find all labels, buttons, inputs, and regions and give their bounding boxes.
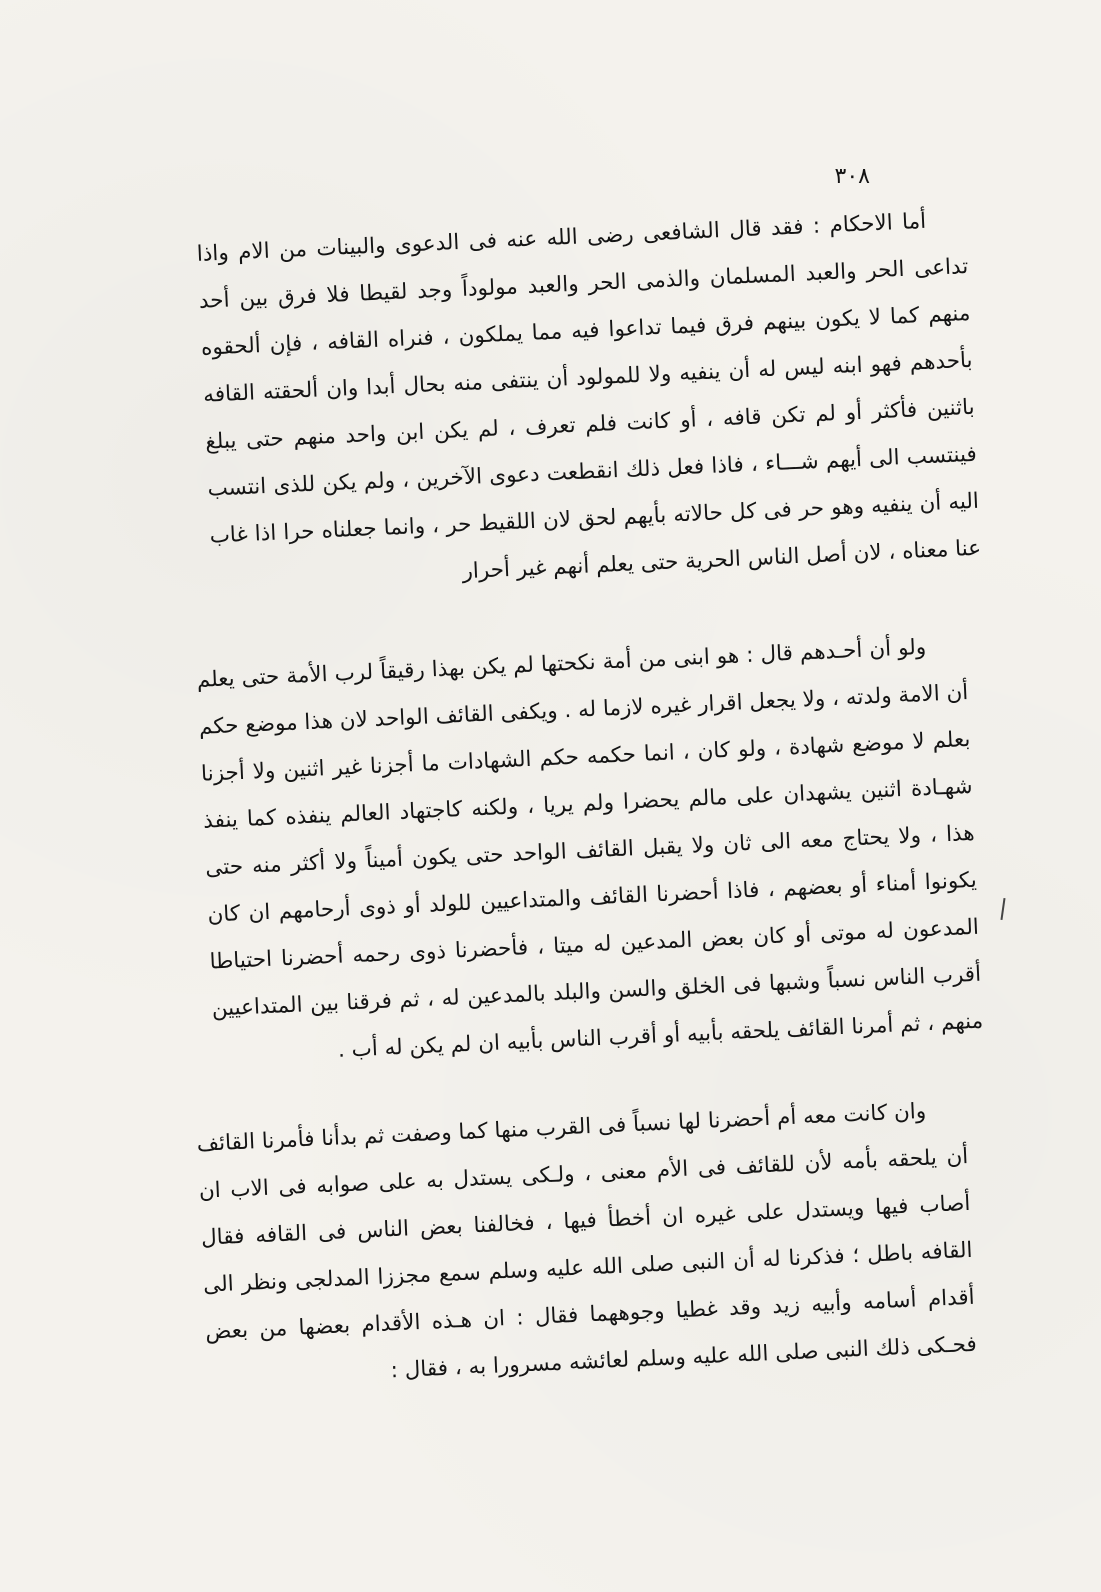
paragraph-block-1: [196, 196, 982, 607]
paragraph-block-3: [196, 1086, 978, 1403]
page-number: ٣٠٨: [834, 164, 870, 189]
margin-pen-mark: [1000, 898, 1005, 920]
paragraph: وان كانت معه أم أحضرنا لها نسباً فى القرب منها كما وصفت ثم بدأنا فأمرنا القائف أن يلحقه بأمه لأن للقائف فى الأم معنى ، ولـكى يستدل به على صوابه فى الاب ان أصاب فيها ويستدل على غيره ان أخطأ فيها ، فخالفنا بعض الناس فى القافه فقال القافه باطل ؛ فذكرنا له أن النبى صلى الله عليه وسلم سمع مجززا المدلجى ونظر الى أقدام أسامه وأبيه زيد وقد غطيا وجوههما فقال : ان هـذه الأقدام بعضها من بعض فحـكى ذلك النبى صلى الله عليه وسلم لعائشه مسرورا به ، فقال :: [196, 1098, 978, 1384]
paragraph: ولو أن أحـدهم قال : هو ابنى من أمة نكحتها لم يكن بهذا رقيقاً لرب الأمة حتى يعلم أن الامة ولدته ، ولا يجعل اقرار غيره لازما له . ويكفى القائف الواحد لان هذا موضع حكم بعلم لا موضع شهادة ، ولو كان ، انما حكمه حكم الشهادات ما أجزنا غير اثنين ولا أجزنا شهـادة اثنين يشهدان على مالم يحضرا ولم يريا ، ولكنه كاجتهاد العالم ينفذه كما ينفذ هذا ، ولا يحتاج معه الى ثان ولا يقبل القائف الواحد حتى يكون أميناً ولا أكثر منه حتى يكونوا أمناء أو بعضهم ، فاذا أحضرنا القائف والمتداعيين للولد أو ذوى أرحامهم ان كان المدعون له موتى أو كان بعض المدعين له ميتا ، فأحضرنا ذوى رحمه أحضرنا احتياطا أقرب الناس نسباً وشبها فى الخلق والسن والبلد بالمدعين له ، ثم فرقنا بين المتداعيين منهم ، ثم أمرنا القائف يلحقه بأبيه أو أقرب الناس بأبيه ان لم يكن له أب .: [196, 634, 984, 1063]
paragraph: أما الاحكام : فقد قال الشافعى رضى الله عنه فى الدعوى والبينات من الام واذا تداعى الحر والعبد المسلمان والذمى الحر والعبد مولوداً وجد لقيطا فلا فرق بين أحد منهم كما لا يكون بينهم فرق فيما تداعوا فيه مما يملكون ، فنراه القافه ، فإن ألحقوه بأحدهم فهو ابنه ليس له أن ينفيه ولا للمولود أن ينتفى منه بحال أبدا وان ألحقته القافه باثنين فأكثر أو لم تكن قافه ، أو كانت فلم تعرف ، لم يكن ابن واحد منهم حتى يبلغ فينتسب الى أيهم شـــاء ، فاذا فعل ذلك انقطعت دعوى الآخرين ، ولم يكن للذى انتسب اليه أن ينفيه وهو حر فى كل حالاته بأيهم لحق لان اللقيط حر ، وانما جعلناه حرا اذا غاب عنا معناه ، لان أصل الناس الحرية حتى يعلم أنهم غير أحرار: [196, 208, 982, 585]
paragraph-block-2: [196, 622, 984, 1079]
